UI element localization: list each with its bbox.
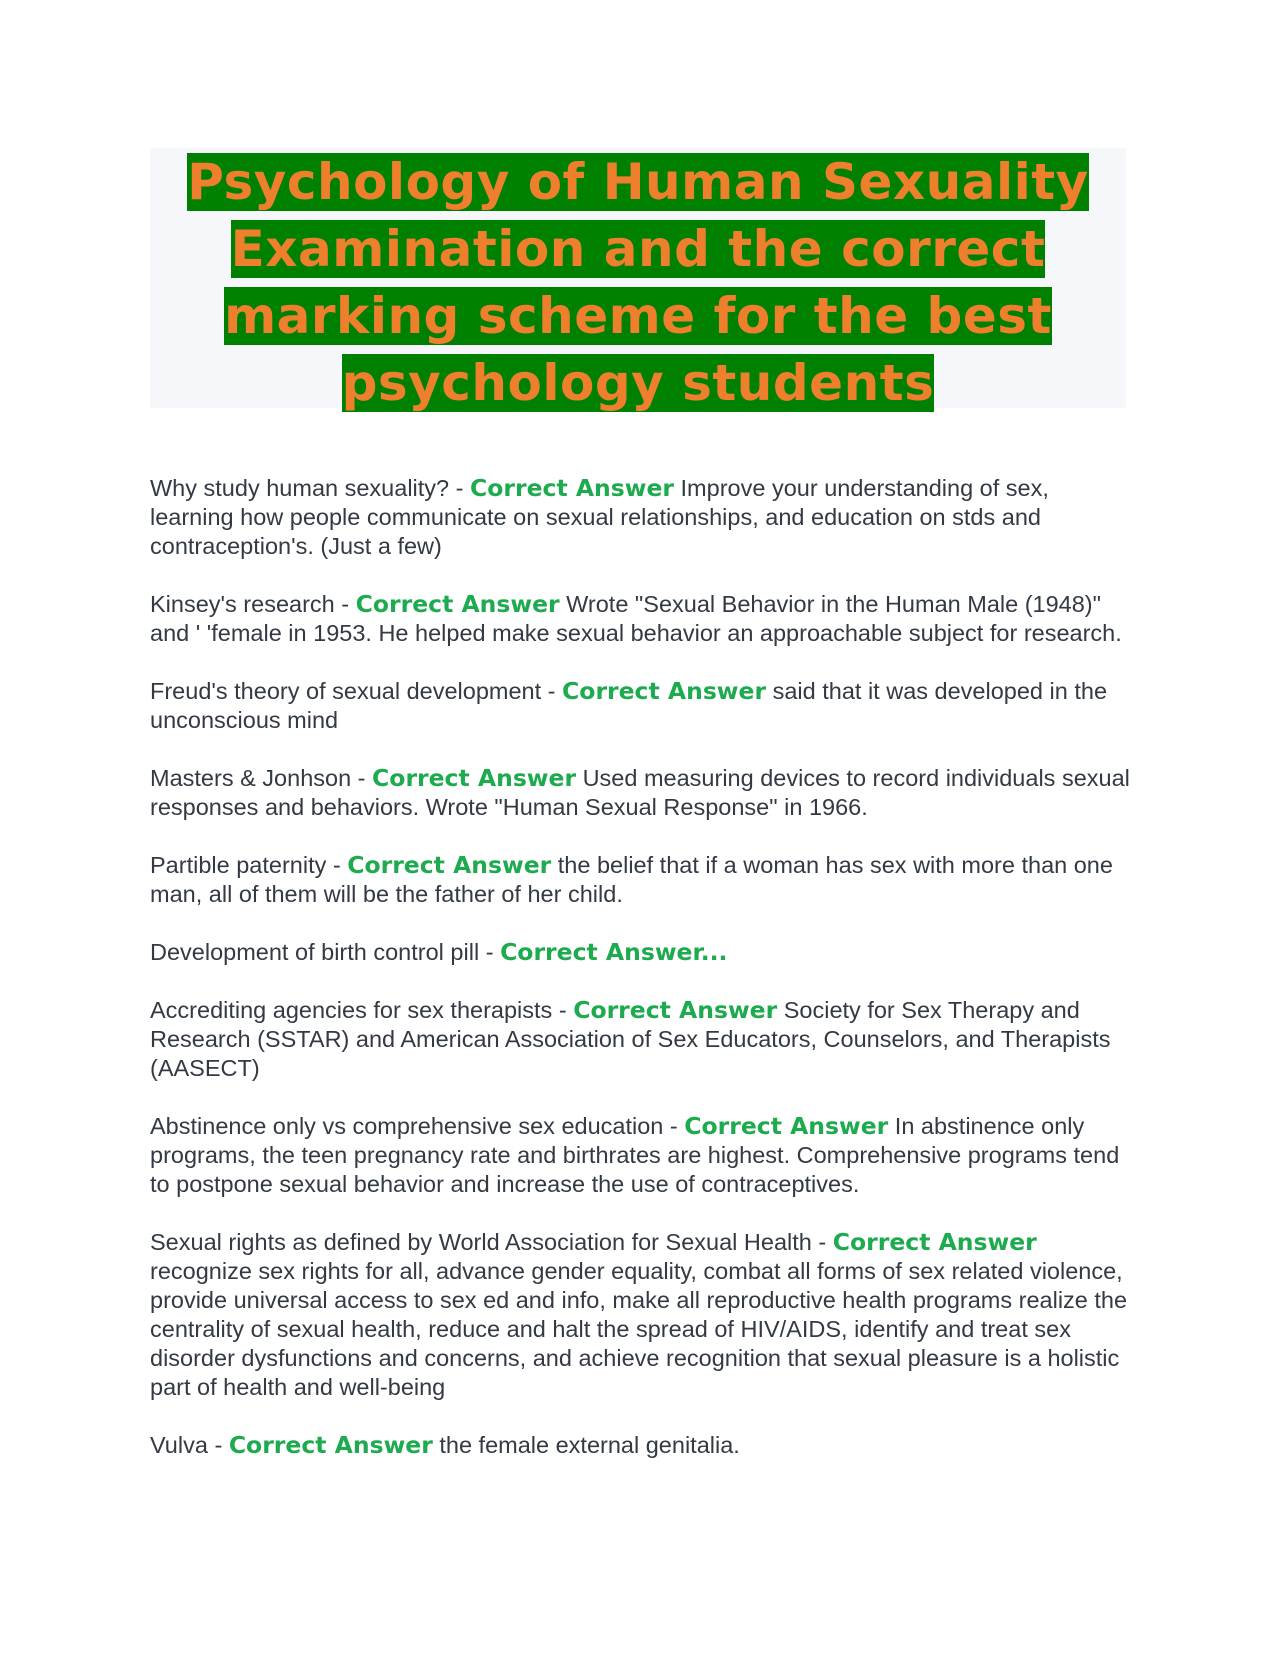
answer-text: the female external genitalia. [432,1432,740,1458]
qa-item [150,851,1130,909]
separator: - [552,997,574,1023]
separator: - [541,678,563,704]
separator: - [326,852,348,878]
separator: - [663,1113,685,1139]
qa-item [150,590,1130,648]
question-text: Accrediting agencies for sex therapists [150,997,553,1023]
qa-item [150,474,1130,561]
question-text: Vulva [150,1432,208,1458]
question-text: Partible paternity [150,852,327,878]
qa-item [150,938,1130,967]
correct-answer-label: Correct Answer [355,590,560,618]
correct-answer-label: Correct Answer [832,1228,1037,1256]
separator: - [811,1229,833,1255]
correct-answer-label: Correct Answer [470,474,674,502]
answer-text: recognize sex rights for all, advance gender equality, combat all forms of sex related violence, provide universal access to sex ed and info, make all reproductive health programs realize the centrality of sexual health, reduce and halt the spread of HIV/AIDS, identify and treat sex disorder dysfunctions and concerns, and achieve recognition that sexual pleasure is a holistic part of health and well-being [150,1258,1128,1400]
qa-item [150,996,1130,1083]
correct-answer-label: Correct Answer [684,1112,889,1140]
correct-answer-label: Correct Answer [573,996,778,1024]
qa-item [150,1112,1130,1199]
answer-text: said that it was developed in the unconscious mind [150,678,1108,733]
correct-answer-label: Correct Answer... [500,938,728,966]
answer-text: Improve your understanding of sex, learning how people communicate on sexual relationships, and education on stds and contraception's. (Just a few) [150,475,1049,559]
separator: - [351,765,373,791]
answer-text: In abstinence only programs, the teen pregnancy rate and birthrates are highest. Comprehensive programs tend to postpone sexual behavior and increase the use of contraceptives. [150,1113,1120,1197]
answer-text: Used measuring devices to record individuals sexual responses and behaviors. Wrote "Human Sexual Response" in 1966. [150,765,1130,820]
question-text: Freud's theory of sexual development [150,678,542,704]
question-text: Development of birth control pill [150,939,480,965]
qa-list [150,474,1130,1489]
qa-item [150,1228,1130,1402]
correct-answer-label: Correct Answer [372,764,577,792]
question-text: Why study human sexuality? [150,475,450,501]
question-text: Kinsey's research [150,591,335,617]
answer-text: Wrote "Sexual Behavior in the Human Male (1948)" and ' 'female in 1953. He helped make sexual behavior an approachable subject for research. [150,591,1122,646]
qa-item [150,1431,1130,1460]
separator: - [207,1432,229,1458]
separator: - [479,939,501,965]
correct-answer-label: Correct Answer [228,1431,433,1459]
separator: - [334,591,356,617]
question-text: Sexual rights as defined by World Association for Sexual Health [150,1229,812,1255]
question-text: Abstinence only vs comprehensive sex education [150,1113,664,1139]
qa-item [150,764,1130,822]
separator: - [449,475,470,501]
document-title: Psychology of Human Sexuality Examination and the correct marking scheme for the best psychology students [187,153,1089,412]
correct-answer-label: Correct Answer [347,851,552,879]
correct-answer-label: Correct Answer [562,677,767,705]
answer-text: Society for Sex Therapy and Research (SSTAR) and American Association of Sex Educators, Counselors, and Therapists (AASECT) [150,997,1111,1081]
title-banner [150,148,1126,412]
answer-text: the belief that if a woman has sex with more than one man, all of them will be the father of her child. [150,852,1113,907]
qa-item [150,677,1130,735]
question-text: Masters & Jonhson [150,765,352,791]
